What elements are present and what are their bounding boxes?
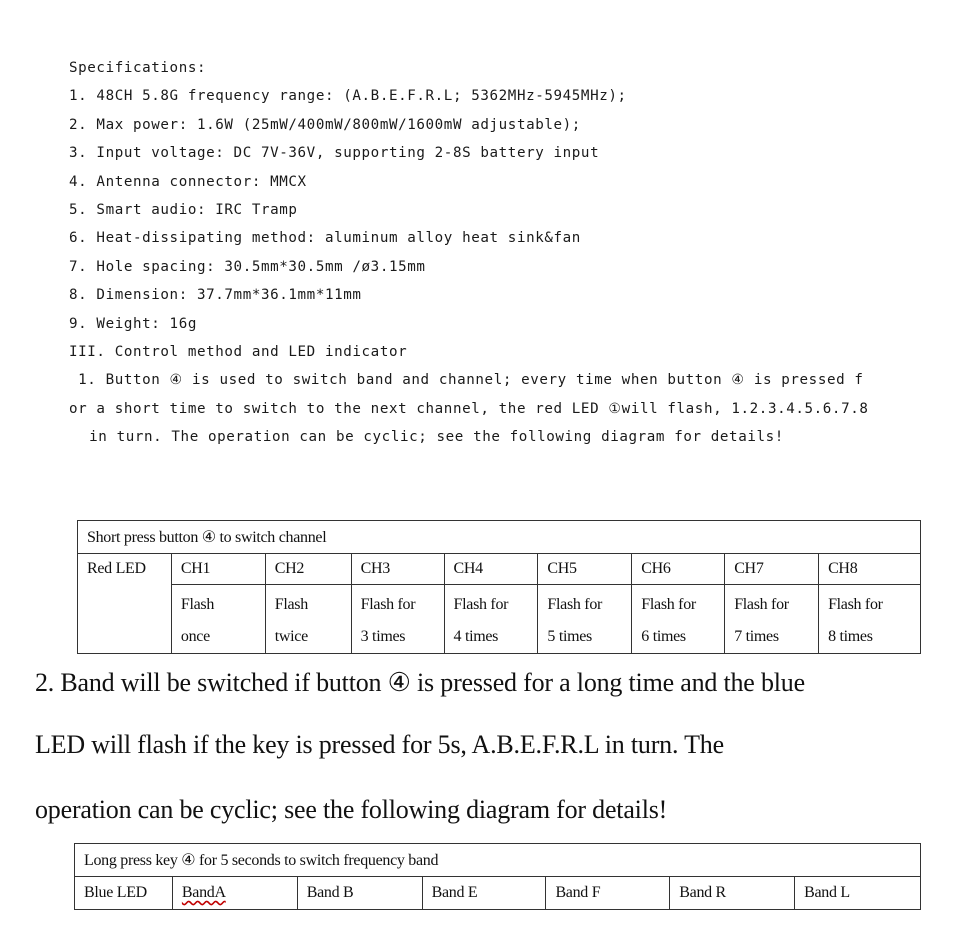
flash-cell-bottom: 6 times [632, 621, 725, 654]
flash-cell-top: Flash [171, 585, 265, 622]
band-cell: Band B [297, 877, 422, 910]
channel-cell: CH6 [632, 554, 725, 585]
flash-cell-top: Flash for [538, 585, 632, 622]
band-table-caption: Long press key ④ for 5 seconds to switch frequency band [75, 844, 921, 877]
channel-cell: CH1 [171, 554, 265, 585]
spec-line-4: 4. Antenna connector: MMCX [69, 173, 307, 190]
channel-cell: CH5 [538, 554, 632, 585]
flash-cell-top: Flash [265, 585, 351, 622]
channel-cell: CH7 [725, 554, 819, 585]
flash-cell-top: Flash for [632, 585, 725, 622]
flash-cell-bottom: 8 times [819, 621, 921, 654]
specifications-heading: Specifications: [69, 60, 207, 76]
flash-cell-top: Flash for [351, 585, 444, 622]
section-heading: III. Control method and LED indicator [69, 343, 408, 360]
control-text-line-1: 1. Button ④ is used to switch band and channel; every time when button ④ is pressed f [69, 372, 864, 389]
flash-cell-top: Flash for [725, 585, 819, 622]
flash-cell-top: Flash for [819, 585, 921, 622]
band-paragraph-line-2: LED will flash if the key is pressed for 5s, A.B.E.F.R.L in turn. The [35, 730, 724, 759]
spec-line-1: 1. 48CH 5.8G frequency range: (A.B.E.F.R.L; 5362MHz-5945MHz); [69, 88, 627, 105]
band-cell: Band E [422, 877, 546, 910]
channel-table [77, 520, 921, 654]
band-cell: Band R [670, 877, 795, 910]
spec-line-8: 8. Dimension: 37.7mm*36.1mm*11mm [69, 287, 362, 304]
flash-cell-bottom: 7 times [725, 621, 819, 654]
flash-cell-bottom: 3 times [351, 621, 444, 654]
spec-line-5: 5. Smart audio: IRC Tramp [69, 201, 298, 218]
spec-line-6: 6. Heat-dissipating method: aluminum alloy heat sink&fan [69, 230, 581, 247]
channel-cell: CH4 [444, 554, 538, 585]
band-cell: Band L [795, 877, 921, 910]
spec-line-2: 2. Max power: 1.6W (25mW/400mW/800mW/1600mW adjustable); [69, 116, 581, 133]
flash-cell-top: Flash for [444, 585, 538, 622]
band-paragraph-line-3: operation can be cyclic; see the following diagram for details! [35, 795, 668, 824]
flash-cell-bottom: twice [265, 621, 351, 654]
spec-line-3: 3. Input voltage: DC 7V-36V, supporting 2-8S battery input [69, 145, 600, 162]
band-cell-text: BandA [181, 884, 226, 901]
flash-cell-bottom: 4 times [444, 621, 538, 654]
band-table [74, 843, 921, 910]
channel-cell: CH8 [819, 554, 921, 585]
spec-line-7: 7. Hole spacing: 30.5mm*30.5mm /ø3.15mm [69, 258, 426, 275]
spec-line-9: 9. Weight: 16g [69, 315, 197, 332]
band-paragraph-line-1: 2. Band will be switched if button ④ is pressed for a long time and the blue [35, 668, 805, 697]
channel-cell: CH3 [351, 554, 444, 585]
blue-led-label: Blue LED [75, 877, 173, 910]
channel-cell: CH2 [265, 554, 351, 585]
flash-cell-bottom: 5 times [538, 621, 632, 654]
band-cell [172, 877, 297, 910]
flash-cell-bottom: once [171, 621, 265, 654]
red-led-label: Red LED [78, 554, 172, 654]
channel-table-caption: Short press button ④ to switch channel [78, 521, 921, 554]
control-text-line-2: or a short time to switch to the next channel, the red LED ①will flash, 1.2.3.4.5.6.7.8 [69, 400, 869, 417]
control-text-line-3: in turn. The operation can be cyclic; see the following diagram for details! [80, 429, 784, 446]
specifications-block [69, 54, 949, 451]
band-cell: Band F [546, 877, 670, 910]
